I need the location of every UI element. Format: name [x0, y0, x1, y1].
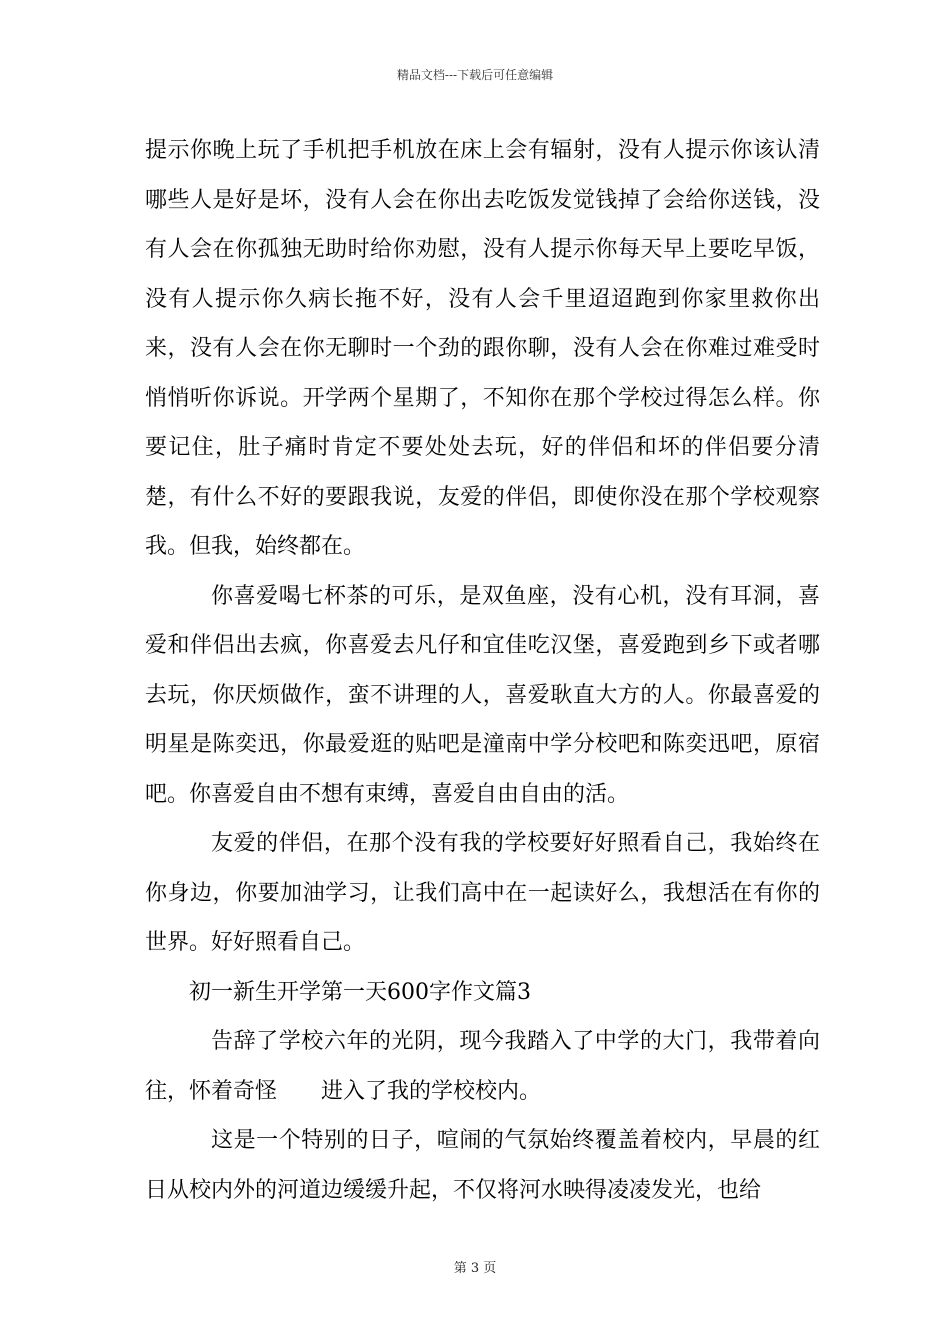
paragraph-1: 提示你晚上玩了手机把手机放在床上会有辐射，没有人提示你该认清哪些人是好是坏，没有人会在你出去吃饭发觉钱掉了会给你送钱，没有人会在你孤独无助时给你劝慰，没有人提示你每天早上要吃早饭，没有人提示你久病长拖不好，没有人会千里迢迢跑到你家里救你出来，没有人会在你无聊时一个劲的跟你聊，没有人会在你难过难受时悄悄听你诉说。开学两个星期了，不知你在那个学校过得怎么样。你要记住，肚子痛时肯定不要处处去玩，好的伴侣和坏的伴侣要分清楚，有什么不好的要跟我说，友爱的伴侣，即使你没在那个学校观察我。但我，始终都在。 — [145, 138, 820, 559]
page-header: 精品文档---下载后可任意编辑 — [396, 68, 554, 82]
paragraph-4: 告辞了学校六年的光阴，现今我踏入了中学的大门，我带着向往，怀着奇怪 进入了我的学校校内。 — [145, 1029, 820, 1104]
paragraph-5: 这是一个特别的日子，喧闹的气氛始终覆盖着校内，早晨的红日从校内外的河道边缓缓升起，不仅将河水映得凌凌发光，也给 — [145, 1128, 820, 1203]
paragraph-2: 你喜爱喝七杯茶的可乐，是双鱼座，没有心机，没有耳洞，喜爱和伴侣出去疯，你喜爱去凡仔和宜佳吃汉堡，喜爱跑到乡下或者哪去玩，你厌烦做作，蛮不讲理的人，喜爱耿直大方的人。你最喜爱的明星是陈奕迅，你最爱逛的贴吧是潼南中学分校吧和陈奕迅吧，原宿吧。你喜爱自由不想有束缚，喜爱自由自由的活。 — [145, 583, 820, 807]
section-heading: 初一新生开学第一天600字作文篇3 — [189, 979, 531, 1005]
paragraph-3: 友爱的伴侣，在那个没有我的学校要好好照看自己，我始终在你身边，你要加油学习，让我们高中在一起读好么，我想活在有你的世界。好好照看自己。 — [145, 831, 820, 955]
page-number: 第 3 页 — [453, 1261, 497, 1276]
document-body — [145, 126, 820, 1215]
